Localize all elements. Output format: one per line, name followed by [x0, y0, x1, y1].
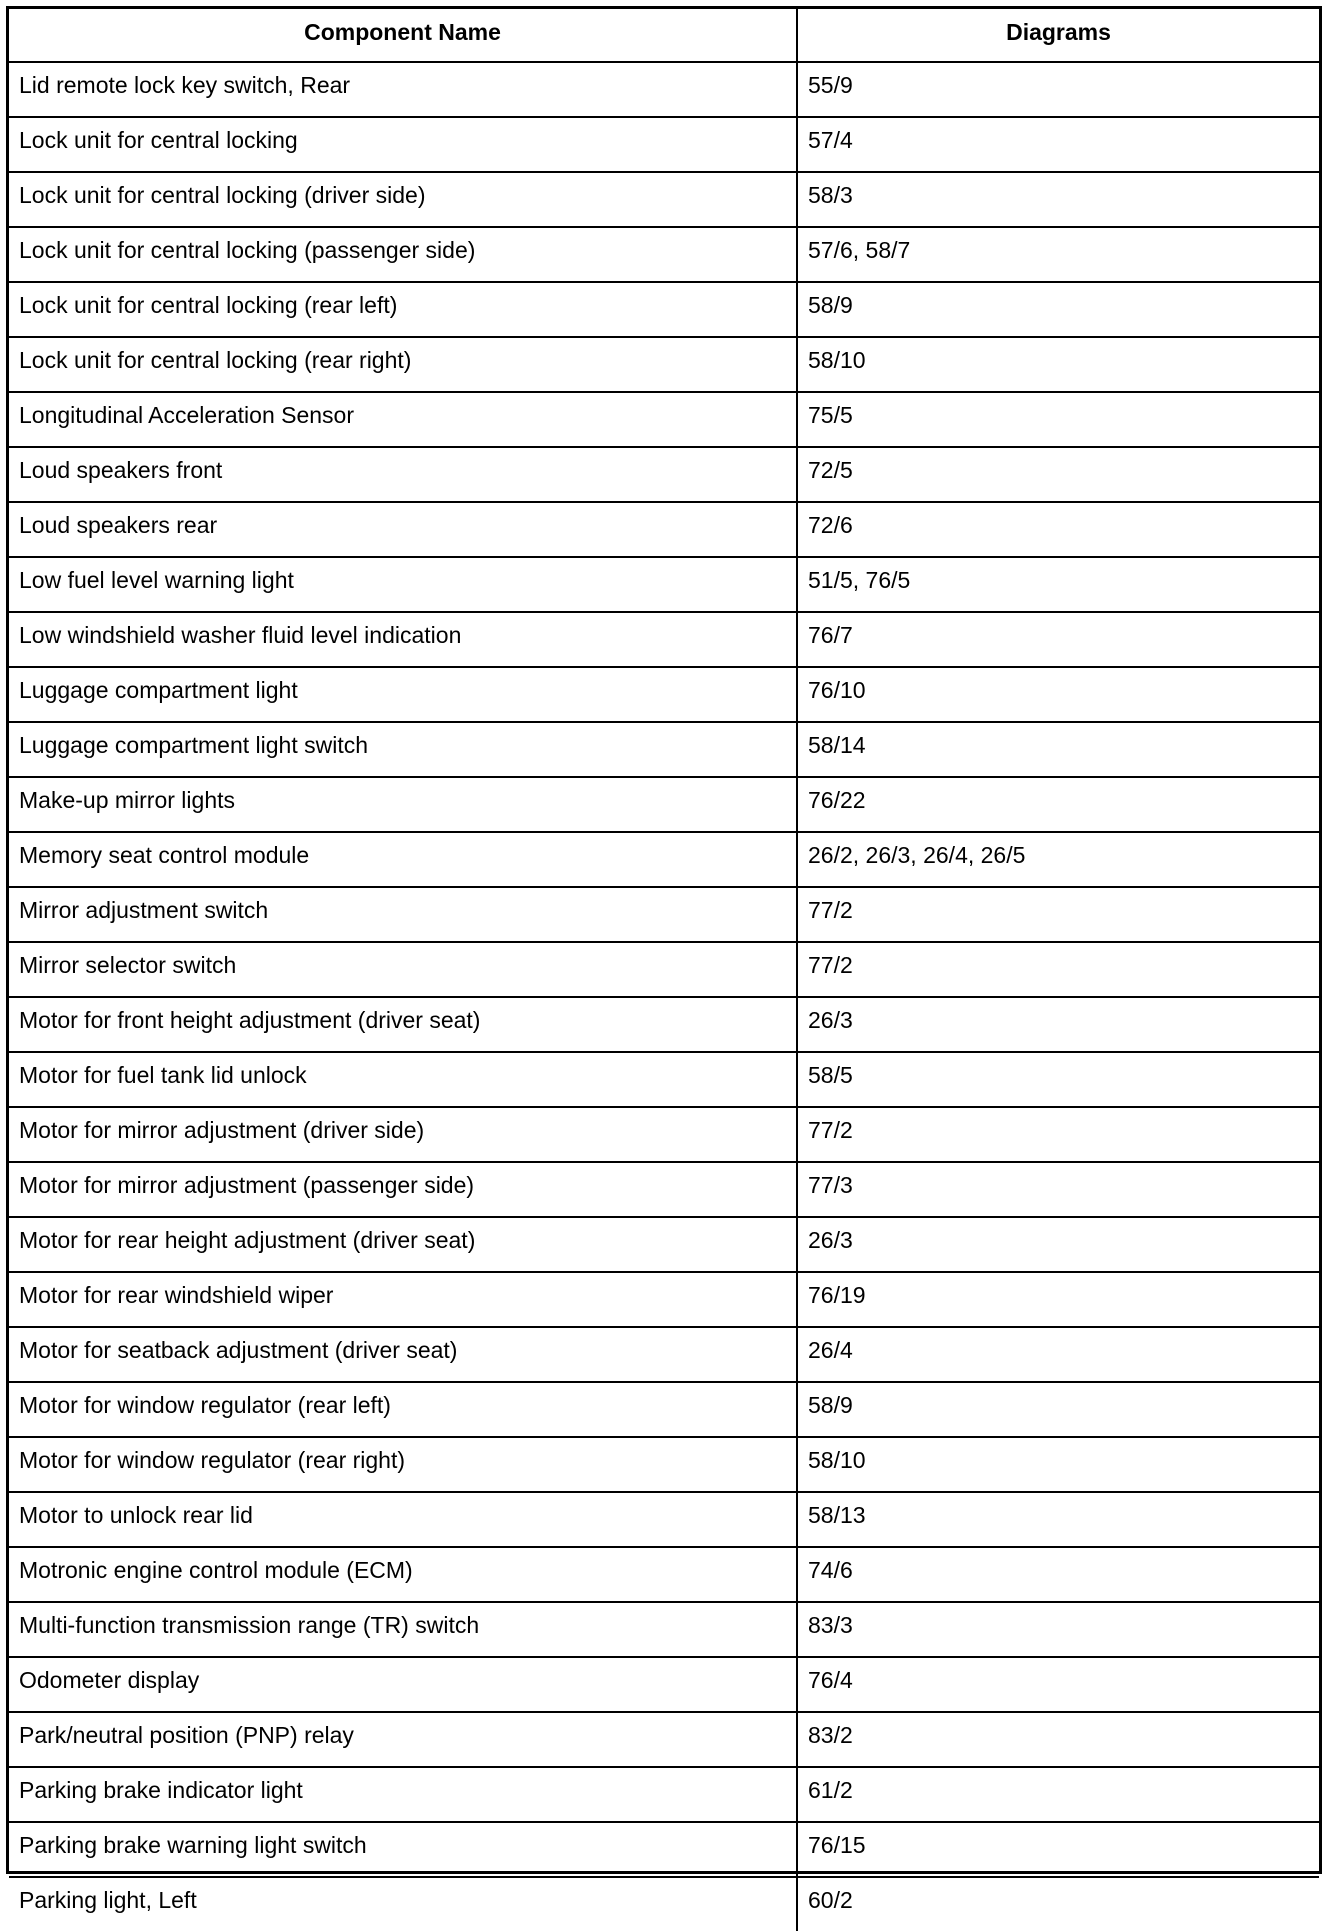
table-row: [9, 1162, 1319, 1217]
component-name-cell: Luggage compartment light switch: [9, 722, 797, 777]
diagram-reference-cell: 51/5, 76/5: [797, 557, 1319, 612]
component-name-cell: Motor for seatback adjustment (driver seat): [9, 1327, 797, 1382]
diagram-reference-cell: 74/6: [797, 1547, 1319, 1602]
component-name-cell: Motor for front height adjustment (driver seat): [9, 997, 797, 1052]
component-name-cell: Motor for mirror adjustment (driver side): [9, 1107, 797, 1162]
diagram-reference-cell: 77/2: [797, 887, 1319, 942]
table-row: [9, 1272, 1319, 1327]
component-name-cell: Lid remote lock key switch, Rear: [9, 62, 797, 117]
table-row: [9, 227, 1319, 282]
table-row: [9, 1107, 1319, 1162]
table-row: [9, 612, 1319, 667]
component-name-cell: Motor to unlock rear lid: [9, 1492, 797, 1547]
column-header-component-name: Component Name: [9, 9, 797, 62]
diagram-reference-cell: 76/4: [797, 1657, 1319, 1712]
table-row: [9, 502, 1319, 557]
diagram-reference-cell: 72/5: [797, 447, 1319, 502]
component-name-cell: Motor for window regulator (rear right): [9, 1437, 797, 1492]
diagram-reference-cell: 76/10: [797, 667, 1319, 722]
table-row: [9, 777, 1319, 832]
diagram-reference-cell: 76/15: [797, 1822, 1319, 1877]
component-name-cell: Make-up mirror lights: [9, 777, 797, 832]
diagram-reference-cell: 72/6: [797, 502, 1319, 557]
component-name-cell: Parking brake indicator light: [9, 1767, 797, 1822]
diagram-reference-cell: 58/13: [797, 1492, 1319, 1547]
table-row: [9, 282, 1319, 337]
diagram-reference-cell: 57/4: [797, 117, 1319, 172]
diagram-reference-cell: 83/2: [797, 1712, 1319, 1767]
component-name-cell: Loud speakers front: [9, 447, 797, 502]
component-name-cell: Motor for window regulator (rear left): [9, 1382, 797, 1437]
component-name-cell: Memory seat control module: [9, 832, 797, 887]
table-row: [9, 447, 1319, 502]
table-row: [9, 1327, 1319, 1382]
component-name-cell: Odometer display: [9, 1657, 797, 1712]
component-name-cell: Motor for fuel tank lid unlock: [9, 1052, 797, 1107]
table-body: [9, 62, 1319, 1931]
table-row: [9, 62, 1319, 117]
component-name-cell: Motronic engine control module (ECM): [9, 1547, 797, 1602]
component-name-cell: Parking brake warning light switch: [9, 1822, 797, 1877]
diagram-reference-cell: 77/2: [797, 942, 1319, 997]
component-name-cell: Luggage compartment light: [9, 667, 797, 722]
diagram-reference-cell: 77/2: [797, 1107, 1319, 1162]
table-row: [9, 832, 1319, 887]
table-row: [9, 1547, 1319, 1602]
table-row: [9, 887, 1319, 942]
diagram-reference-cell: 75/5: [797, 392, 1319, 447]
diagram-reference-cell: 57/6, 58/7: [797, 227, 1319, 282]
component-name-cell: Lock unit for central locking: [9, 117, 797, 172]
table-row: [9, 1602, 1319, 1657]
component-name-cell: Park/neutral position (PNP) relay: [9, 1712, 797, 1767]
table-row: [9, 117, 1319, 172]
component-name-cell: Low windshield washer fluid level indication: [9, 612, 797, 667]
component-name-cell: Motor for rear height adjustment (driver seat): [9, 1217, 797, 1272]
table-row: [9, 1217, 1319, 1272]
table-row: [9, 1052, 1319, 1107]
diagram-reference-cell: 58/9: [797, 282, 1319, 337]
table-row: [9, 1492, 1319, 1547]
diagram-reference-cell: 58/14: [797, 722, 1319, 777]
component-name-cell: Multi-function transmission range (TR) switch: [9, 1602, 797, 1657]
component-name-cell: Motor for rear windshield wiper: [9, 1272, 797, 1327]
table-row: [9, 1822, 1319, 1877]
table-row: [9, 942, 1319, 997]
component-table-sheet: [6, 6, 1322, 1913]
component-name-cell: Lock unit for central locking (passenger side): [9, 227, 797, 282]
diagram-reference-cell: 55/9: [797, 62, 1319, 117]
component-name-cell: Low fuel level warning light: [9, 557, 797, 612]
table-row: [9, 1712, 1319, 1767]
component-name-cell: Motor for mirror adjustment (passenger side): [9, 1162, 797, 1217]
diagram-reference-cell: 76/22: [797, 777, 1319, 832]
component-name-cell: Longitudinal Acceleration Sensor: [9, 392, 797, 447]
component-name-cell: Lock unit for central locking (rear right): [9, 337, 797, 392]
table-row: [9, 1767, 1319, 1822]
diagram-reference-cell: 58/10: [797, 337, 1319, 392]
table-row: [9, 667, 1319, 722]
table-row: [9, 1437, 1319, 1492]
component-name-cell: Parking light, Left: [9, 1877, 797, 1931]
diagram-reference-cell: 61/2: [797, 1767, 1319, 1822]
column-header-diagrams: Diagrams: [797, 9, 1319, 62]
component-diagram-table: [9, 9, 1319, 1931]
diagram-reference-cell: 83/3: [797, 1602, 1319, 1657]
diagram-reference-cell: 26/3: [797, 1217, 1319, 1272]
diagram-reference-cell: 26/2, 26/3, 26/4, 26/5: [797, 832, 1319, 887]
header-row: [9, 9, 1319, 62]
diagram-reference-cell: 58/3: [797, 172, 1319, 227]
diagram-reference-cell: 58/5: [797, 1052, 1319, 1107]
table-row: [9, 1382, 1319, 1437]
diagram-reference-cell: 26/3: [797, 997, 1319, 1052]
table-row: [9, 1877, 1319, 1931]
diagram-reference-cell: 76/7: [797, 612, 1319, 667]
component-name-cell: Lock unit for central locking (rear left): [9, 282, 797, 337]
table-row: [9, 1657, 1319, 1712]
table-header: [9, 9, 1319, 62]
table-row: [9, 172, 1319, 227]
table-row: [9, 337, 1319, 392]
diagram-reference-cell: 58/10: [797, 1437, 1319, 1492]
table-row: [9, 722, 1319, 777]
table-row: [9, 997, 1319, 1052]
diagram-reference-cell: 76/19: [797, 1272, 1319, 1327]
diagram-reference-cell: 58/9: [797, 1382, 1319, 1437]
component-name-cell: Lock unit for central locking (driver side): [9, 172, 797, 227]
table-row: [9, 392, 1319, 447]
component-name-cell: Loud speakers rear: [9, 502, 797, 557]
diagram-reference-cell: 60/2: [797, 1877, 1319, 1931]
component-name-cell: Mirror adjustment switch: [9, 887, 797, 942]
table-row: [9, 557, 1319, 612]
diagram-reference-cell: 26/4: [797, 1327, 1319, 1382]
component-name-cell: Mirror selector switch: [9, 942, 797, 997]
diagram-reference-cell: 77/3: [797, 1162, 1319, 1217]
